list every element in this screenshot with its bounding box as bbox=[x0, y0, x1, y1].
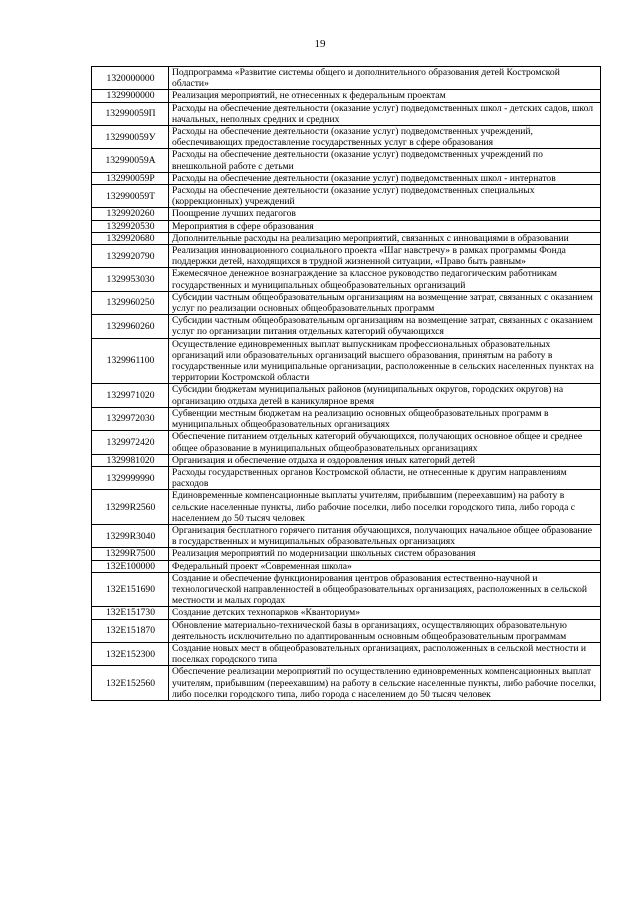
table-row bbox=[92, 315, 601, 338]
row-code: 132E100000 bbox=[92, 560, 169, 572]
table-row bbox=[92, 642, 601, 665]
row-description: Реализация мероприятий по модернизации школьных систем образования bbox=[169, 548, 601, 560]
row-code: 1329960260 bbox=[92, 315, 169, 338]
table-row bbox=[92, 548, 601, 560]
row-description: Реализация мероприятий, не отнесенных к федеральным проектам bbox=[169, 90, 601, 102]
row-code: 1329900000 bbox=[92, 90, 169, 102]
table-row bbox=[92, 524, 601, 547]
table-row bbox=[92, 172, 601, 184]
table-row bbox=[92, 268, 601, 291]
row-code: 1329999990 bbox=[92, 466, 169, 489]
row-code: 1329920790 bbox=[92, 245, 169, 268]
row-description: Субсидии бюджетам муниципальных районов (муниципальных округов, городских округов) на организацию отдыха детей в каникулярное время bbox=[169, 384, 601, 407]
row-description: Расходы на обеспечение деятельности (оказание услуг) подведомственных школ - интернатов bbox=[169, 172, 601, 184]
row-description: Создание новых мест в общеобразовательных организациях, расположенных в сельской местности и поселках городского типа bbox=[169, 642, 601, 665]
row-description: Дополнительные расходы на реализацию мероприятий, связанных с инновациями в образовании bbox=[169, 232, 601, 244]
table-row bbox=[92, 149, 601, 172]
table-row bbox=[92, 208, 601, 220]
row-description: Организация и обеспечение отдыха и оздоровления иных категорий детей bbox=[169, 454, 601, 466]
table-row bbox=[92, 466, 601, 489]
row-code: 1329920530 bbox=[92, 220, 169, 232]
table-row bbox=[92, 90, 601, 102]
table-row bbox=[92, 572, 601, 607]
row-description: Единовременные компенсационные выплаты учителям, прибывшим (переехавшим) на работу в сельские населенные пункты, либо рабочие поселки, либо поселки городского типа, либо города с населением до 50 тысяч человек bbox=[169, 490, 601, 525]
row-description: Расходы на обеспечение деятельности (оказание услуг) подведомственных школ - детских садов, школ начальных, неполных средних и средних bbox=[169, 102, 601, 125]
row-code: 1329961100 bbox=[92, 338, 169, 384]
table-row bbox=[92, 490, 601, 525]
row-code: 13299R7500 bbox=[92, 548, 169, 560]
row-description: Подпрограмма «Развитие системы общего и дополнительного образования детей Костромской области» bbox=[169, 67, 601, 90]
row-description: Субвенции местным бюджетам на реализацию основных общеобразовательных программ в муниципальных общеобразовательных организациях bbox=[169, 407, 601, 430]
table-row bbox=[92, 384, 601, 407]
table-row bbox=[92, 67, 601, 90]
row-code: 132E152560 bbox=[92, 666, 169, 701]
row-code: 132E151730 bbox=[92, 607, 169, 619]
row-description: Реализация инновационного социального проекта «Шаг навстречу» в рамках программы Фонда поддержки детей, находящихся в трудной жизненной ситуации, «Право быть равным» bbox=[169, 245, 601, 268]
row-description: Обновление материально-технической базы в организациях, осуществляющих образовательную деятельность исключительно по адаптированным основным общеобразовательным программам bbox=[169, 619, 601, 642]
table-row bbox=[92, 232, 601, 244]
table-row bbox=[92, 454, 601, 466]
row-code: 132990059Р bbox=[92, 172, 169, 184]
table-row bbox=[92, 126, 601, 149]
row-description: Расходы на обеспечение деятельности (оказание услуг) подведомственных учреждений по внешкольной работе с детьми bbox=[169, 149, 601, 172]
table-row bbox=[92, 666, 601, 701]
row-description: Субсидии частным общеобразовательным организациям на возмещение затрат, связанных с оказанием услуг по организации питания отдельных категорий обучающихся bbox=[169, 315, 601, 338]
row-code: 1329953030 bbox=[92, 268, 169, 291]
row-description: Поощрение лучших педагогов bbox=[169, 208, 601, 220]
table-row bbox=[92, 220, 601, 232]
page-number: 19 bbox=[314, 38, 326, 50]
row-code: 132990059П bbox=[92, 102, 169, 125]
row-code: 13299R3040 bbox=[92, 524, 169, 547]
row-description: Федеральный проект «Современная школа» bbox=[169, 560, 601, 572]
table-row bbox=[92, 338, 601, 384]
row-description: Создание и обеспечение функционирования центров образования естественно-научной и технологической направленностей в общеобразовательных организациях, расположенных в сельской местности и малых городах bbox=[169, 572, 601, 607]
row-code: 1329972030 bbox=[92, 407, 169, 430]
row-code: 1329981020 bbox=[92, 454, 169, 466]
row-description: Создание детских технопарков «Кванториум» bbox=[169, 607, 601, 619]
row-description: Обеспечение реализации мероприятий по осуществлению единовременных компенсационных выплат учителям, прибывшим (переехавшим) на работу в сельские населенные пункты, либо рабочие поселки, либо поселки городского типа, либо города с населением до 50 тысяч человек bbox=[169, 666, 601, 701]
table-row bbox=[92, 431, 601, 454]
row-description: Расходы на обеспечение деятельности (оказание услуг) подведомственных учреждений, обеспечивающих предоставление государственных услуг в сфере образования bbox=[169, 126, 601, 149]
row-code: 1329920680 bbox=[92, 232, 169, 244]
table-row bbox=[92, 407, 601, 430]
row-code: 132990059Т bbox=[92, 185, 169, 208]
table-body bbox=[92, 67, 601, 701]
row-description: Субсидии частным общеобразовательным организациям на возмещение затрат, связанных с оказанием услуг по реализации основных общеобразовательных программ bbox=[169, 291, 601, 314]
row-code: 132990059У bbox=[92, 126, 169, 149]
table-row bbox=[92, 102, 601, 125]
row-description: Обеспечение питанием отдельных категорий обучающихся, получающих основное общее и среднее общее образование в муниципальных общеобразовательных организациях bbox=[169, 431, 601, 454]
row-code: 132E151690 bbox=[92, 572, 169, 607]
row-code: 132E151870 bbox=[92, 619, 169, 642]
table-row bbox=[92, 245, 601, 268]
row-description: Ежемесячное денежное вознаграждение за классное руководство педагогическим работникам государственных и муниципальных общеобразовательных организаций bbox=[169, 268, 601, 291]
row-description: Расходы на обеспечение деятельности (оказание услуг) подведомственных специальных (коррекционных) учреждений bbox=[169, 185, 601, 208]
table-row bbox=[92, 619, 601, 642]
row-description: Осуществление единовременных выплат выпускникам профессиональных образовательных организаций или образовательных организаций высшего образования, принятым на работу в государственные или муниципальные организации, расположенные в сельских населенных пунктах на территории Костромской области bbox=[169, 338, 601, 384]
table-row bbox=[92, 291, 601, 314]
row-code: 13299R2560 bbox=[92, 490, 169, 525]
row-code: 132E152300 bbox=[92, 642, 169, 665]
row-code: 1329972420 bbox=[92, 431, 169, 454]
table-row bbox=[92, 607, 601, 619]
row-code: 1329960250 bbox=[92, 291, 169, 314]
row-description: Организация бесплатного горячего питания обучающихся, получающих начальное общее образование в государственных и муниципальных образовательных организациях bbox=[169, 524, 601, 547]
budget-code-table bbox=[91, 66, 601, 701]
table-row bbox=[92, 185, 601, 208]
row-description: Мероприятия в сфере образования bbox=[169, 220, 601, 232]
row-code: 1329920260 bbox=[92, 208, 169, 220]
row-description: Расходы государственных органов Костромской области, не отнесенные к другим направлениям расходов bbox=[169, 466, 601, 489]
row-code: 1320000000 bbox=[92, 67, 169, 90]
row-code: 132990059А bbox=[92, 149, 169, 172]
table-row bbox=[92, 560, 601, 572]
row-code: 1329971020 bbox=[92, 384, 169, 407]
